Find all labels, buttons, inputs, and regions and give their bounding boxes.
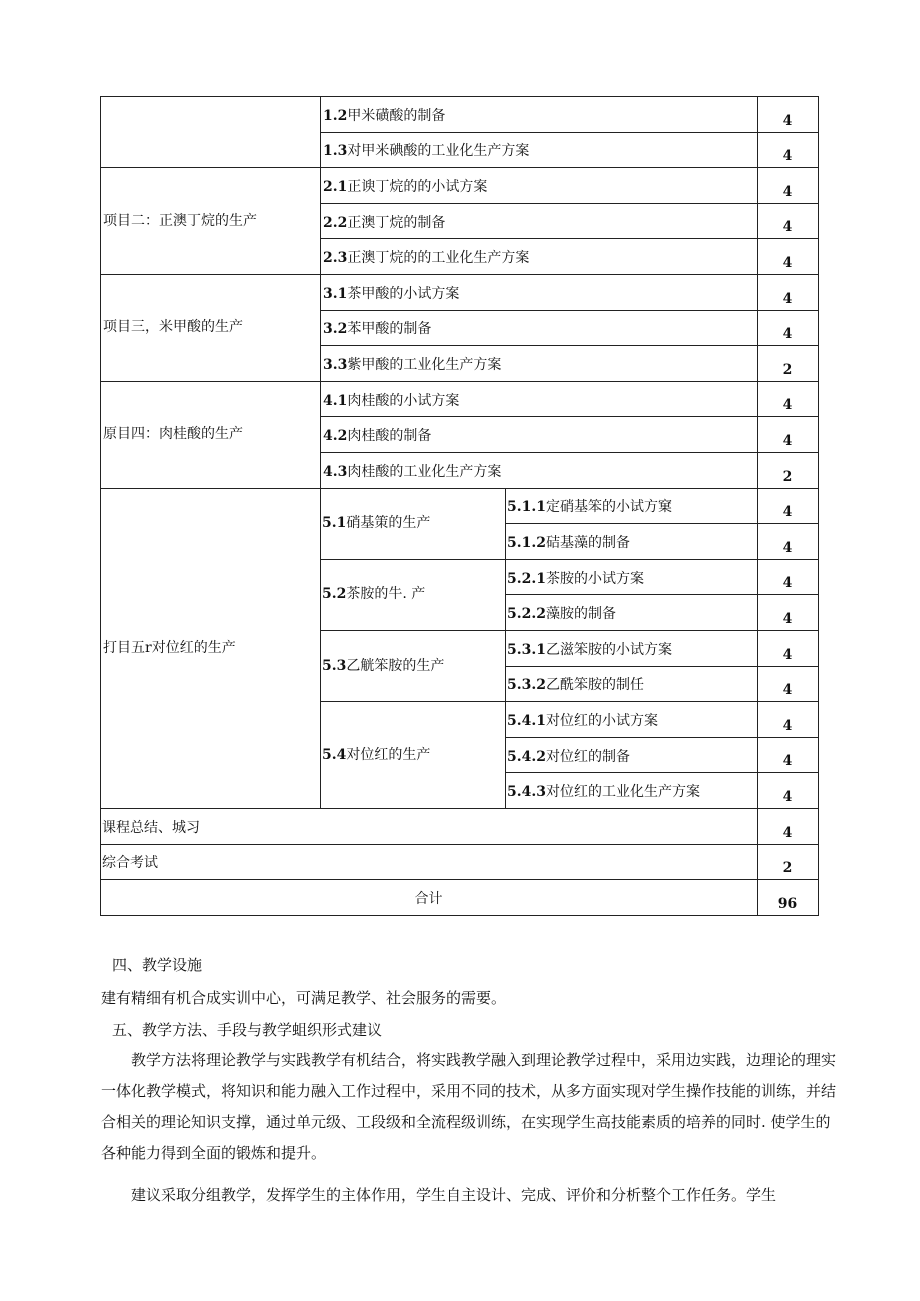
- subproject-name: [322, 657, 444, 675]
- subtask-number: 5.4.3: [507, 784, 546, 801]
- subtask-hours: 4: [782, 646, 793, 663]
- task-name: 正谀丁烷的的小试方案: [347, 179, 488, 195]
- row-divider: [320, 559, 818, 560]
- row-divider: [505, 523, 818, 524]
- row-divider: [100, 808, 818, 809]
- subtask-cell: [507, 748, 630, 766]
- project-label: 项目三，米甲酸的生产: [103, 319, 243, 336]
- subproject-label: 硝基策的生产: [346, 515, 431, 532]
- task-hours: 4: [782, 219, 793, 236]
- task-name: 正澳丁烷的的工业化生产方案: [347, 250, 530, 267]
- table-right-border: [818, 96, 819, 916]
- row-divider: [320, 701, 818, 702]
- row-divider: [505, 772, 818, 773]
- row-divider: [320, 630, 818, 631]
- subtask-number: 5.4.2: [507, 748, 546, 765]
- table-top-border: [100, 96, 818, 97]
- task-name: 肉桂酸的制备: [347, 428, 432, 445]
- paragraph-methods: 教学方法将理论教学与实践教学有机结合，将实践教学融入到理论教学过程中，采用边实践，边理论的理实一体化教学模式，将知识和能力融入工作过程中，采用不同的技术，从多方面实现对学生操作技能的训练，并结合相关的理论知识支撑，通过单元级、工段级和全流程级训练，在实现学生高技能素质的培养的同时. 使学生的各种能力得到全面的锻炼和提升。: [101, 1051, 837, 1162]
- subtask-name: 乙滋笨胺的小试方案: [545, 641, 672, 658]
- task-cell: [323, 249, 529, 267]
- subproject-label: 乙觥笨胺的生产: [346, 657, 445, 674]
- row-divider: [505, 666, 818, 667]
- task-number: 2.2: [323, 214, 348, 231]
- subproject-label: 对位红的生产: [346, 746, 431, 763]
- subtask-name: 对位红的工业化生产方案: [545, 784, 700, 801]
- project-label: 项目二：正澳丁烷的生产: [103, 212, 257, 229]
- subtask-name: 乙酰笨胺的制任: [545, 677, 644, 694]
- subproject-number: 5.4: [322, 746, 347, 763]
- task-hours: 4: [782, 397, 793, 414]
- row-divider: [100, 844, 818, 845]
- task-number: 3.2: [323, 321, 348, 338]
- task-cell: [323, 285, 459, 303]
- task-name: 茶甲酸的小试方案: [347, 285, 460, 302]
- total-label: 合计: [414, 891, 443, 907]
- subproject-name: [322, 585, 425, 603]
- subtask-name: 藻胺的制备: [545, 606, 616, 623]
- task-hours: 4: [782, 255, 793, 271]
- subtask-hours: 4: [782, 611, 793, 627]
- task-cell: [323, 356, 501, 374]
- project-name: [103, 639, 236, 657]
- subtask-number: 5.1.1: [507, 499, 546, 516]
- row-divider: [100, 167, 818, 168]
- subtask-cell: [507, 498, 672, 516]
- task-number: 3.1: [323, 285, 348, 302]
- subtask-hours: 4: [782, 504, 793, 521]
- task-number: 2.3: [323, 250, 348, 267]
- subtask-hours: 4: [782, 717, 793, 734]
- row-divider: [320, 452, 818, 453]
- subtask-number: 5.4.1: [507, 713, 546, 729]
- subtask-name: 对位红的制备: [545, 748, 630, 765]
- task-hours: 4: [782, 148, 793, 165]
- subtask-hours: 4: [782, 753, 793, 770]
- task-hours: 2: [782, 468, 793, 485]
- task-name: 对甲米碘酸的工业化生产方案: [347, 143, 530, 160]
- subtask-number: 5.3.1: [507, 641, 546, 658]
- section-heading-methods: 五、教学方法、手段与教学蛆织形式建议: [112, 1021, 383, 1039]
- table-left-border: [100, 96, 101, 916]
- summary-cell: [102, 819, 200, 837]
- task-cell: [323, 214, 445, 232]
- subtask-hours: 4: [782, 539, 793, 556]
- row-divider: [320, 203, 818, 204]
- row-divider: [505, 737, 818, 738]
- task-hours: 4: [782, 433, 793, 449]
- subtask-cell: [507, 783, 700, 801]
- task-cell: [323, 427, 431, 445]
- paragraph-grouping: 建议采取分组教学，发挥学生的主体作用，学生自主设计、完成、评价和分析整个工作任务。学生: [131, 1186, 777, 1204]
- subtask-name: 对位红的小试方案: [545, 713, 658, 729]
- project-name: [103, 425, 243, 443]
- summary-label: 课程总结、城习: [102, 819, 200, 836]
- project-name: [103, 318, 243, 336]
- subproject-number: 5.2: [322, 586, 347, 603]
- exam-label: 综合考试: [102, 855, 158, 872]
- task-name: 紫甲酸的工业化生产方案: [347, 357, 502, 373]
- subtask-cell: [507, 570, 644, 588]
- subtask-name: 定硝基笨的小试方窠: [545, 499, 672, 516]
- task-number: 3.3: [323, 357, 348, 373]
- row-divider: [320, 310, 818, 311]
- row-divider: [320, 416, 818, 417]
- subtask-cell: [507, 641, 672, 659]
- subtask-hours: 4: [782, 575, 793, 592]
- task-name: 正澳丁烷的制备: [347, 214, 446, 231]
- total-hours: 96: [777, 895, 798, 912]
- exam-cell: [102, 854, 158, 872]
- task-number: 1.2: [323, 107, 348, 124]
- task-number: 2.1: [323, 179, 348, 195]
- subtask-column-border: [505, 488, 506, 808]
- task-cell: [323, 392, 459, 410]
- row-divider: [320, 132, 818, 133]
- total-cell: [100, 890, 757, 908]
- task-name: 肉桂酸的小试方案: [347, 392, 460, 409]
- subproject-label: 茶胺的牛. 产: [346, 586, 426, 603]
- task-hours: 2: [782, 361, 793, 378]
- task-number: 4.1: [323, 392, 348, 409]
- summary-hours: 4: [782, 824, 793, 841]
- subtask-number: 5.2.2: [507, 606, 546, 623]
- task-hours: 4: [782, 290, 793, 307]
- subtask-hours: 4: [782, 682, 793, 699]
- row-divider: [505, 594, 818, 595]
- task-hours: 4: [782, 326, 793, 343]
- task-hours: 4: [782, 112, 793, 129]
- project-label: 原目四：肉桂酸的生产: [103, 426, 243, 443]
- exam-hours: 2: [782, 860, 793, 877]
- paragraph-facilities: 建有精细有机合成实训中心，可满足教学、社会服务的需要。: [101, 989, 507, 1007]
- hours-column-border: [757, 96, 758, 915]
- row-divider: [100, 488, 818, 489]
- subtask-cell: [507, 712, 658, 730]
- task-cell: [323, 107, 445, 125]
- row-divider: [100, 381, 818, 382]
- subproject-number: 5.3: [322, 657, 347, 674]
- subtask-hours: 4: [782, 789, 793, 805]
- subtask-cell: [507, 534, 630, 552]
- row-divider: [320, 345, 818, 346]
- subtask-number: 5.2.1: [507, 570, 546, 587]
- subtask-name: 茶胺的小试方案: [545, 570, 644, 587]
- task-number: 4.2: [323, 428, 348, 445]
- task-name: 甲米磺酸的制备: [347, 107, 446, 124]
- task-name: 肉桂酸的工业化生产方案: [347, 463, 502, 480]
- task-cell: [323, 320, 431, 338]
- table-bottom-border: [100, 915, 818, 916]
- subproject-number: 5.1: [322, 515, 347, 532]
- task-cell: [323, 142, 529, 160]
- row-divider: [320, 238, 818, 239]
- task-name: 苯甲酸的制备: [347, 321, 432, 338]
- row-divider: [100, 879, 818, 880]
- subproject-name: [322, 514, 430, 532]
- subtask-number: 5.1.2: [507, 535, 546, 551]
- task-hours: 4: [782, 183, 793, 200]
- project-label: 打目五r对位红的生产: [103, 639, 236, 656]
- subproject-name: [322, 746, 430, 764]
- subtask-number: 5.3.2: [507, 677, 546, 694]
- task-cell: [323, 178, 487, 196]
- subtask-name: 硈基藻的制备: [545, 535, 630, 551]
- task-number: 4.3: [323, 463, 348, 480]
- subtask-cell: [507, 605, 616, 623]
- task-column-border: [320, 96, 321, 808]
- row-divider: [100, 274, 818, 275]
- task-cell: [323, 463, 501, 481]
- task-number: 1.3: [323, 143, 348, 160]
- project-name: [103, 212, 257, 230]
- subtask-cell: [507, 676, 644, 694]
- section-heading-facilities: 四、教学设施: [112, 956, 203, 974]
